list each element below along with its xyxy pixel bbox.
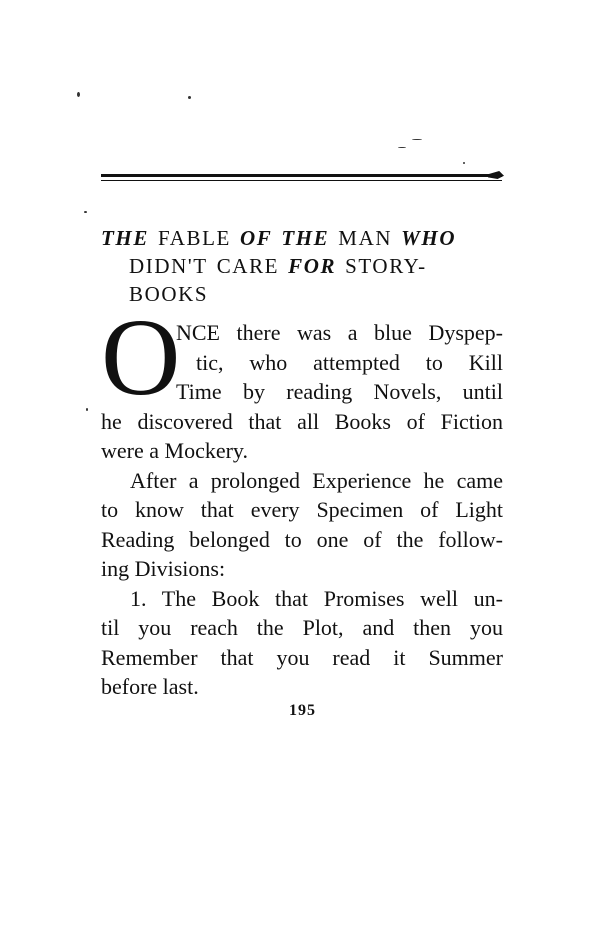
body-line: 1. The Book that Promises well un-	[130, 586, 503, 611]
scan-speck	[398, 147, 406, 148]
head-rule-ornament	[488, 171, 504, 179]
scan-speck	[86, 408, 88, 411]
page-number: 195	[289, 702, 316, 719]
title-word: MAN	[338, 226, 393, 250]
title-word: CARE	[216, 254, 280, 278]
title-line-2	[101, 252, 511, 280]
scan-speck	[84, 211, 87, 213]
title-word: FOR	[288, 254, 337, 278]
title-line-3: BOOKS	[129, 282, 209, 306]
body-line: Remember that you read it Summer	[101, 645, 503, 670]
body-line: til you reach the Plot, and then you	[101, 615, 503, 640]
head-rule	[101, 174, 502, 177]
body-line: before last.	[101, 674, 199, 699]
body-line: tic, who attempted to Kill	[196, 350, 503, 375]
body-line: to know that every Specimen of Light	[101, 497, 503, 522]
body-line: were a Mockery.	[101, 438, 248, 463]
title-word: STORY-	[345, 254, 427, 278]
head-rule-thin	[101, 180, 502, 181]
scan-speck	[412, 139, 422, 140]
body-line: NCE there was a blue Dyspep-	[176, 320, 503, 345]
scan-speck	[463, 162, 465, 164]
title-word: FABLE	[157, 226, 231, 250]
drop-cap: O	[101, 296, 181, 418]
body-line: Reading belonged to one of the follow-	[101, 527, 503, 552]
body-line: After a prolonged Experience he came	[130, 468, 503, 493]
title-word: OF	[239, 226, 273, 250]
scan-speck	[77, 92, 80, 97]
title-word: DIDN'T	[129, 254, 208, 278]
body-line: Time by reading Novels, until	[176, 379, 503, 404]
title-word: WHO	[401, 226, 457, 250]
title-word: THE	[101, 226, 149, 250]
body-line: he discovered that all Books of Fiction	[101, 409, 503, 434]
body-line: ing Divisions:	[101, 556, 226, 581]
title-line-1	[101, 224, 511, 252]
title-word: THE	[281, 226, 330, 250]
scan-speck	[188, 96, 191, 99]
